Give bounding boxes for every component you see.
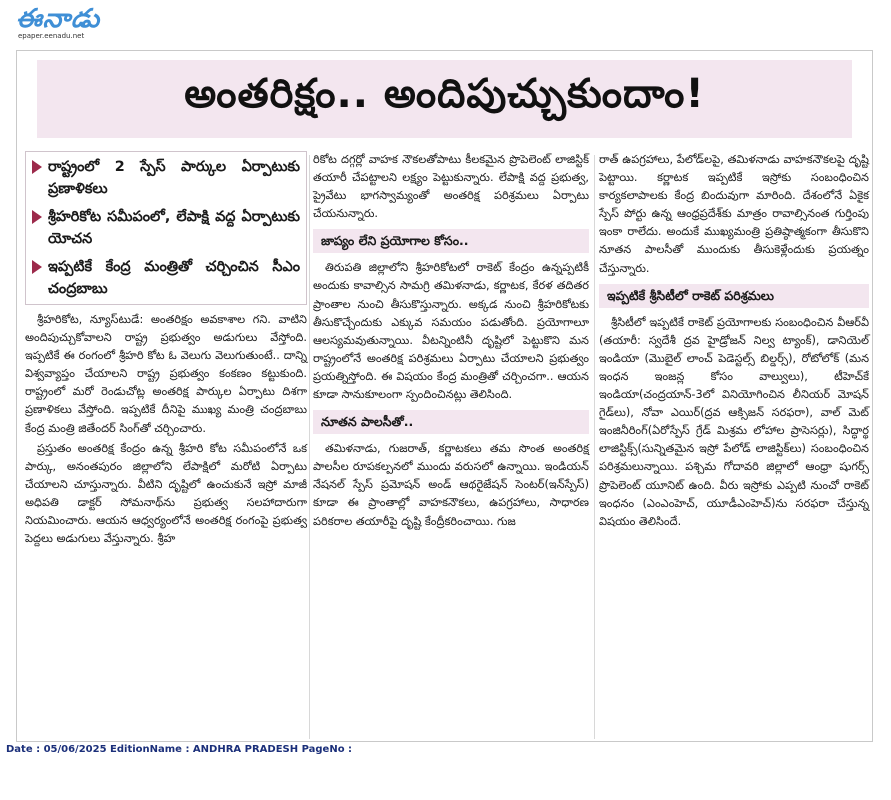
subheading: జాప్యం లేని ప్రయోగాల కోసం.. [313, 229, 589, 253]
headline: అంతరిక్షం.. అందిపుచ్చుకుందాం! [184, 71, 705, 117]
column-1 [25, 151, 307, 548]
body-paragraph: రికోట దగ్గర్లో వాహక నౌకలతోపాటు కీలకమైన ప్రొపెలెంట్ లాజిస్టిక్ తయారీ చేపట్టాలని లక్ష్యం పెట్టుకున్నారు. లేపాక్షి వద్ద ప్రభుత్వ, ప్రైవేటు భాగస్వామ్యంతో అంతరిక్ష పరిశ్రమలు ఏర్పాటు చేయనున్నారు. [313, 153, 589, 221]
subheading: ఇప్పటికే శ్రీసిటీలో రాకెట్ పరిశ్రమలు [599, 284, 869, 308]
triangle-bullet-icon [32, 160, 42, 174]
masthead [16, 6, 216, 40]
news-clipping [16, 50, 873, 742]
body-paragraph: శ్రీసిటీలో ఇప్పటికే రాకెట్ ప్రయోగాలకు సంబంధించిన వీఆర్‌వీ (తయారీ: స్వదేశీ ద్రవ హైడ్రోజన్ నిల్వ ట్యాంక్), డానియెల్ ఇండియా (మొబైల్ లాంచ్ పెడెస్టల్స్ బిల్డర్స్), రోటోలోక్ (మన ఇంధన ఇంజన్ల కోసం వాల్వులు), టీహెచ్‌కే ఇండియా(చంద్రయాన్-3లో వినియోగించిన లీనియర్ మోషన్ గైడ్‌లు), నోవా ఎయిర్(ద్రవ ఆక్సిజన్ సరఫరా), వాల్ మెట్ ఇంజినీరింగ్(ఏరోస్పేస్ గ్రేడ్ మిశ్రమ లోహాల ప్రాసెసర్లు), సిద్ధార్థ లాజిస్టిక్స్(సున్నితమైన ఇస్రో పేలోడ్ లాజిస్టిక్‌లు) సంబంధించిన పరిశ్రమలున్నాయి. పశ్చిమ గోదావరి జిల్లాలో ఆంధ్రా షుగర్స్ ప్రొపెలెంట్ యూనిట్ ఉంది. వీరు ఇస్రోకు ఎప్పటి నుంచో రాకెట్ ఇంధనం (ఎంఎంహెచ్, యూడీఎంహెచ్)ను సరఫరా చేస్తున్న విషయం తెలిసిందే. [599, 315, 869, 528]
body-paragraph: తమిళనాడు, గుజరాత్, కర్ణాటకలు తమ సొంత అంతరిక్ష పాలసీల రూపకల్పనలో ముందు వరుసలో ఉన్నాయి. ఇండియన్ నేషనల్ స్పేస్ ప్రమోషన్ అండ్ ఆథరైజేషన్ సెంటర్(ఇన్‌స్పేస్) కూడా ఈ ప్రాంతాల్లో వాహకనౌకలు, ఉపగ్రహాలు, సాధారణ పరికరాల తయారీపై దృష్టి కేంద్రీకరించాయి. గుజ [313, 442, 589, 528]
column-2 [313, 151, 589, 531]
kicker-item: ఇప్పటికే కేంద్ర మంత్రితో చర్చించిన సీఎం చంద్రబాబు [32, 256, 300, 300]
column-3 [599, 151, 869, 531]
body-paragraph: శ్రీహరికోట, న్యూస్‌టుడే: అంతరిక్షం అవకాశాల గని. వాటిని అందిపుచ్చుకోవాలని రాష్ట్ర ప్రభుత్వం అడుగులు వేస్తోంది. ఇప్పటికే ఈ రంగంలో శ్రీహరి కోట ఓ వెలుగు వెలుగుతుంటే.. దాన్ని విశ్వవ్యాప్తం చేయాలని రాష్ట్ర ప్రభుత్వం కంకణం కట్టుకుంది. రాష్ట్రంలో మరో రెండుచోట్ల అంతరిక్ష పార్కుల ఏర్పాటు దిశగా ప్రణాళికలు వేస్తోంది. ఇప్పటికే దీనిపై ముఖ్య మంత్రి చంద్రబాబు కేంద్ర మంత్రి జితేందర్ సింగ్‌తో చర్చించారు. [25, 313, 307, 435]
subheading: నూతన పాలసీతో.. [313, 410, 589, 434]
site-url: epaper.eenadu.net [18, 32, 85, 40]
newspaper-logo: ఈనాడు [16, 4, 101, 34]
headline-banner [17, 51, 872, 147]
edition-footer: Date : 05/06/2025 EditionName : ANDHRA PRADESH PageNo : [6, 744, 353, 755]
kicker-item: రాష్ట్రంలో 2 స్పేస్ పార్కుల ఏర్పాటుకు ప్రణాళికలు [32, 156, 300, 200]
column-divider [309, 155, 310, 739]
triangle-bullet-icon [32, 210, 42, 224]
triangle-bullet-icon [32, 260, 42, 274]
body-paragraph: రాత్ ఉపగ్రహాలు, పేలోడ్‌లపై, తమిళనాడు వాహకనౌకలపై దృష్టి పెట్టాయి. కర్ణాటక ఇప్పటికే ఇస్రోకు సంబంధించిన కార్యకలాపాలకు కేంద్ర బిందువుగా మారింది. దేశంలోనే ఏకైక స్పేస్ పోర్టు ఉన్న ఆంధ్రప్రదేశ్‌కు మాత్రం రావాల్సినంత గుర్తింపు ఇంకా రాలేదు. అందుకే ముఖ్యమంత్రి ప్రతిష్ఠాత్మకంగా తీసుకొని నూతన పాలసీతో ముందుకు తీసుకెళ్లేందుకు ప్రయత్నం చేస్తున్నారు. [599, 153, 869, 275]
body-paragraph: ప్రస్తుతం అంతరిక్ష కేంద్రం ఉన్న శ్రీహరి కోట సమీపంలోనే ఒక పార్కు, అనంతపురం జిల్లాలోని లేపాక్షిలో మరోటి ఏర్పాటు చేయాలని చూస్తున్నారు. వీటిని దృష్టిలో ఉంచుకునే ఇస్రో మాజీ అధిపతి డాక్టర్ సోమనాథ్‌ను ప్రభుత్వ సలహాదారుగా నియమించారు. ఆయన ఆధ్వర్యంలోనే అంతరిక్ష రంగంపై ప్రభుత్వ పెద్దలు అడుగులు వేస్తున్నారు. శ్రీహ [25, 441, 307, 546]
kicker-box [25, 151, 307, 305]
kicker-item: శ్రీహరికోట సమీపంలో, లేపాక్షి వద్ద ఏర్పాటుకు యోచన [32, 206, 300, 250]
column-divider [594, 155, 595, 739]
body-paragraph: తిరుపతి జిల్లాలోని శ్రీహరికోటలో రాకెట్ కేంద్రం ఉన్నప్పటికీ అందుకు కావాల్సిన సామగ్రి తమిళనాడు, కర్ణాటక, కేరళ తదితర ప్రాంతాల నుంచి తీసుకొస్తున్నారు. అక్కడ నుంచి శ్రీహరికోటకు తీసుకొచ్చేందుకు ఎక్కువ సమయం పడుతోంది. ప్రయోగాలూ ఆలస్యమవుతున్నాయి. వీటన్నింటినీ దృష్టిలో పెట్టుకొని మన రాష్ట్రంలోనే అంతరిక్ష పరిశ్రమలు ఏర్పాటు చేయాలని ప్రభుత్వం ప్రయత్నిస్తోంది. ఈ విషయం కేంద్ర మంత్రితో చర్చించగా.. ఆయన కూడా సానుకూలంగా స్పందించినట్లు తెలిసింది. [313, 261, 589, 402]
